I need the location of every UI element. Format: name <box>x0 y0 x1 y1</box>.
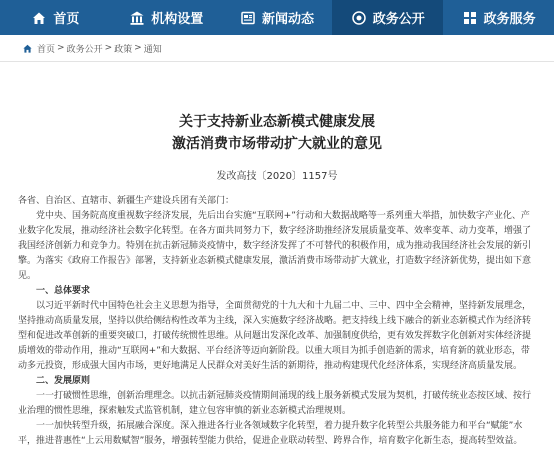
home-icon <box>31 10 47 26</box>
nav-item-label: 政务服务 <box>483 12 536 27</box>
document-title <box>0 111 554 155</box>
nav-item-label: 首页 <box>53 12 80 27</box>
nav-item-label: 政务公开 <box>372 12 425 27</box>
nav-item-news[interactable] <box>222 0 333 35</box>
salutation: 各省、自治区、直辖市、新疆生产建设兵团有关部门： <box>18 196 235 206</box>
paragraph: 一一加快转型升级，拓展融合深度。深入推进各行业各领域数字化转型，着力提升数字化转型公共服务能力和平台“赋能”水平，推进普惠性“上云用数赋智”服务，增强转型能力供给，促进企业联动转型、跨界合作，培育数字化新生态，提高转型效益。 <box>18 421 523 446</box>
document-title-line: 激活消费市场带动扩大就业的意见 <box>172 136 382 152</box>
breadcrumb-separator: > <box>57 43 65 53</box>
home-icon <box>22 43 33 54</box>
top-nav <box>0 0 554 35</box>
section-heading: 二、发展原则 <box>36 376 91 386</box>
nav-item-service[interactable] <box>443 0 554 35</box>
paragraph: 以习近平新时代中国特色社会主义思想为指导，全面贯彻党的十九大和十九届二中、三中、四中全会精神，坚持新发展理念，坚持推动高质量发展，坚持以供给侧结构性改革为主线，深入实施数字经济战略。把支持线上线下融合的新业态新模式作为经济转型和促进改革创新的重要突破口，打破传统惯性思维。从问题出发深化改革、加强制度供给，更有效发挥数字化创新对实体经济提质增效的带动作用，推动“互联网+”和大数据、平台经济等迈向新阶段。以重大项目为抓手创造新的需求，培育新的就业形态，带动多元投资，形成强大国内市场，更好地满足人民群众对美好生活的新期待，推动构建现代化经济体系，实现经济高质量发展。 <box>18 301 532 371</box>
section-heading: 一、总体要求 <box>36 286 91 296</box>
nav-item-institution[interactable] <box>111 0 222 35</box>
breadcrumb-policy[interactable]: 政策 <box>114 44 133 55</box>
institution-icon <box>129 10 145 26</box>
breadcrumb-separator: > <box>134 43 142 53</box>
open-gov-icon <box>351 10 367 26</box>
nav-item-home[interactable] <box>0 0 111 35</box>
nav-item-label: 机构设置 <box>151 12 204 27</box>
breadcrumb-separator: > <box>104 43 113 53</box>
document-number: 发改高技〔2020〕1157号 <box>216 171 338 182</box>
paragraph: 党中央、国务院高度重视数字经济发展，先后出台实施“互联网+”行动和大数据战略等一系列重大举措，加快数字产业化、产业数字化发展，推动经济社会数字化转型。在各方面共同努力下，数字经济助推经济发展质量变革、效率变革、动力变革，增强了我国经济创新力和竞争力。特别在抗击新冠肺炎疫情中，数字经济发挥了不可替代的积极作用，成为推动我国经济社会发展的新引擎。为落实《政府工作报告》部署，支持新业态新模式健康发展，激活消费市场带动扩大就业，打造数字经济新优势，提出如下意见。 <box>18 211 532 281</box>
breadcrumb-home[interactable]: 首页 <box>37 44 56 55</box>
news-icon <box>240 10 256 26</box>
breadcrumb-notice[interactable]: 通知 <box>143 44 162 55</box>
service-icon <box>462 10 478 26</box>
document-body <box>0 194 554 449</box>
nav-item-open-gov[interactable] <box>332 0 443 35</box>
document-title-line: 关于支持新业态新模式健康发展 <box>179 114 375 130</box>
breadcrumb <box>0 35 554 62</box>
nav-item-label: 新闻动态 <box>261 12 314 27</box>
breadcrumb-open-gov[interactable]: 政务公开 <box>66 44 103 55</box>
paragraph: 一一打破惯性思维，创新治理理念。以抗击新冠肺炎疫情期间涌现的线上服务新模式发展为契机，打破传统业态按区域、按行业治理的惯性思维，探索触发式监管机制，建立包容审慎的新业态新模式治理规则。 <box>18 391 532 416</box>
